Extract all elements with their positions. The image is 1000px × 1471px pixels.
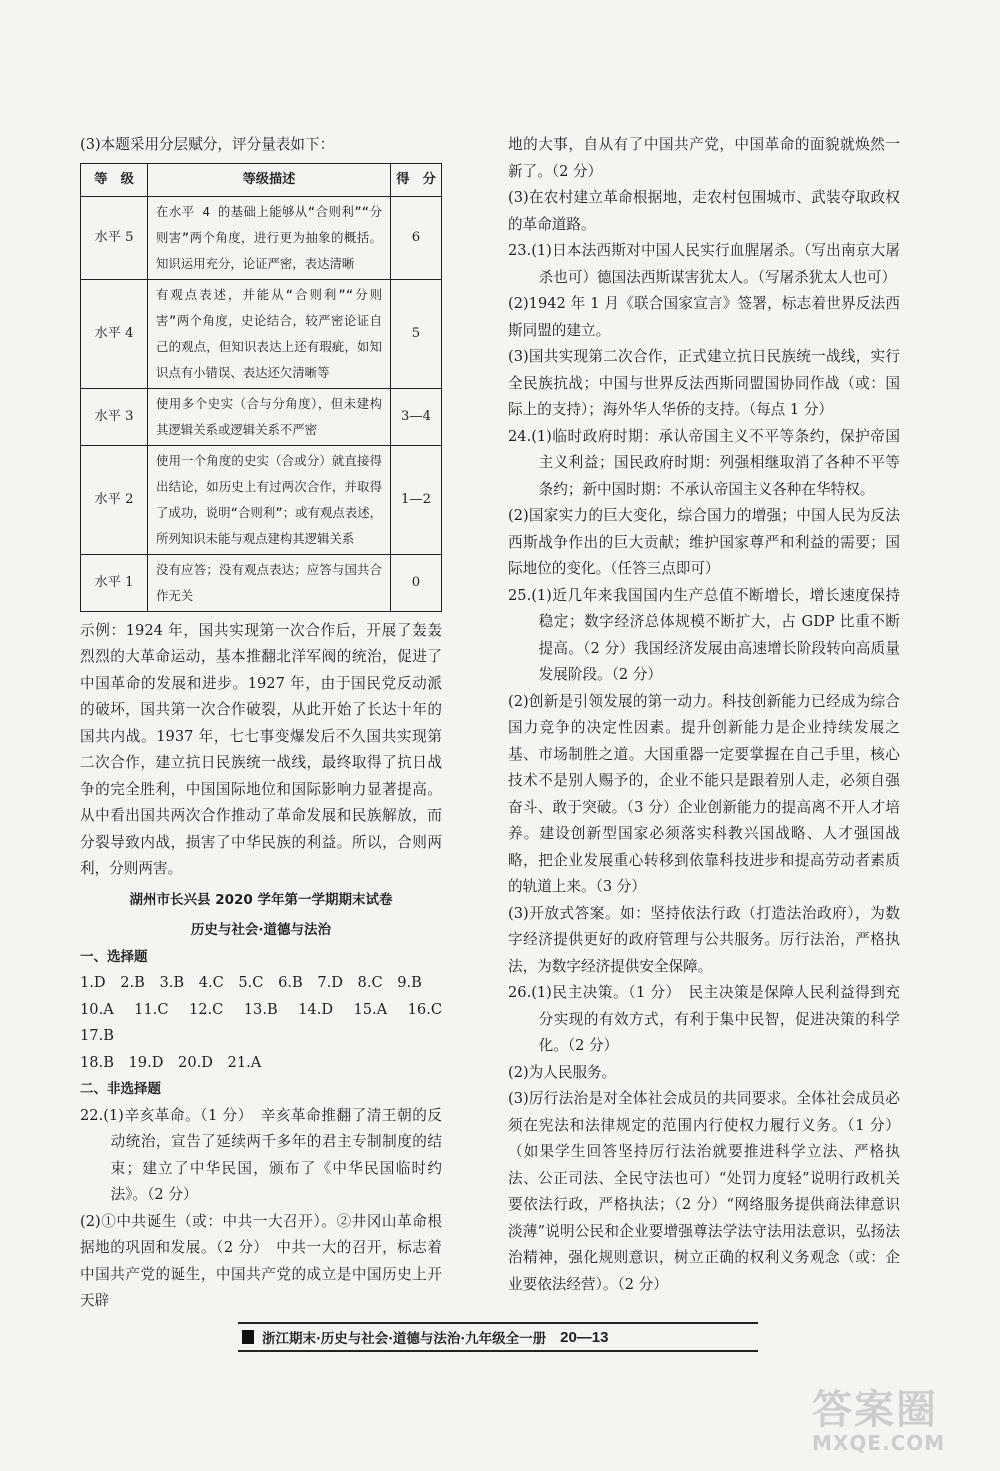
section-nonchoice-heading: 二、非选择题 [80, 1081, 161, 1097]
q26-3-answer: (3)厉行法治是对全体社会成员的共同要求。全体社会成员必须在宪法和法律规定的范围内行使权力履行义务。（1 分）（如果学生回答坚持厉行法治就要推进科学立法、严格执法、公正司法、全民守法也可）“处罚力度轻”说明行政机关要依法行政，严格执法；（2 分）“网络服务提供商法律意识淡薄”说明公民和企业要增强尊法学法守法用法意识，弘扬法治精神，强化规则意识，树立正确的权利义务观念（或：企业要依法经营）。（2 分） [508, 1090, 900, 1293]
score-cell: 6 [391, 196, 442, 279]
mc-answers-row-1: 1.D 2.B 3.B 4.C 5.C 6.B 7.D 8.C 9.B [80, 974, 422, 991]
q26-1-answer: 26.(1)民主决策。（1 分） 民主决策是保障人民利益得到充分实现的有效方式，有利于集中民智，促进决策的科学化。（2 分） [508, 984, 900, 1054]
header-description: 等级描述 [148, 163, 391, 196]
scoring-rubric-table [80, 163, 442, 612]
q22-2-answer: (2)①中共诞生（或：中共一大召开）。②井冈山革命根据地的巩固和发展。（2 分） 中共一大的召开，标志着中国共产党的诞生，中国共产党的成立是中国历史上开天辟 [80, 1212, 442, 1309]
exam-subject: 历史与社会·道德与法治 [190, 922, 332, 938]
level-cell: 水平 4 [81, 279, 148, 388]
q25-1-answer: 25.(1)近几年来我国国内生产总值不断增长，增长速度保持稳定；数字经济总体规模不断扩大，占 GDP 比重不断提高。（2 分）我国经济发展由高速增长阶段转向高质量发展阶段。（2 分） [508, 586, 900, 683]
table-row [81, 388, 442, 445]
mc-answers-row-3: 18.B 19.D 20.D 21.A [80, 1053, 262, 1071]
q25-3-answer: (3)开放式答案。如：坚持依法行政（打造法治政府），为数字经济提供更好的政府管理与公共服务。厉行法治，严格执法，为数字经济提供安全保障。 [508, 904, 900, 975]
watermark-brand: 答案圈 [812, 1387, 938, 1433]
description-cell: 没有应答；没有观点表达；应答与国共合作无关 [148, 554, 391, 611]
level-cell: 水平 3 [81, 388, 148, 445]
footer-title: 浙江期末·历史与社会·道德与法治·九年级全一册 [262, 1331, 547, 1347]
level-cell: 水平 1 [81, 554, 148, 611]
footer-block-icon [242, 1330, 254, 1344]
description-cell: 有观点表述，并能从“合则利”“分则害”两个角度，史论结合，较严密论证自己的观点，但知识表达上还有瑕疵，如知识点有小错误、表达还欠清晰等 [148, 279, 391, 388]
example-answer: 示例：1924 年，国共实现第一次合作后，开展了轰轰烈烈的大革命运动，基本推翻北洋军阀的统治，促进了中国革命的发展和进步。1927 年，由于国民党反动派的破坏，国共第一次合作破裂，从此开始了长达十年的国共内战。1937 年，七七事变爆发后不久国共实现第二次合作，建立抗日民族统一战线，最终取得了抗日战争的完全胜利，中国国际地位和国际影响力显著提高。从中看出国共两次合作推动了革命发展和民族解放，而分裂导致内战，损害了中华民族的利益。所以，合则两利，分则两害。 [80, 621, 442, 877]
page-footer [238, 1322, 758, 1352]
score-cell: 1—2 [391, 445, 442, 554]
exam-title: 湖州市长兴县 2020 学年第一学期期末试卷 [129, 891, 393, 908]
page-number: 20—13 [560, 1328, 609, 1346]
q22-1-answer: 22.(1)辛亥革命。（1 分） 辛亥革命推翻了清王朝的反动统治，宣告了延续两千多年的君主专制制度的结束；建立了中华民国，颁布了《中华民国临时约法》。（2 分） [80, 1106, 442, 1203]
score-cell: 0 [391, 554, 442, 611]
q21-3-intro: (3)本题采用分层赋分，评分量表如下： [80, 136, 335, 153]
level-cell: 水平 2 [81, 445, 148, 554]
table-row [81, 279, 442, 388]
description-cell: 在水平 4 的基础上能够从“合则利”“分则害”两个角度，进行更为抽象的概括。知识运用充分，论证严密，表达清晰 [148, 196, 391, 279]
description-cell: 使用多个史实（合与分角度），但未建构其逻辑关系或逻辑关系不严密 [148, 388, 391, 445]
level-cell: 水平 5 [81, 196, 148, 279]
header-score: 得 分 [391, 163, 442, 196]
header-level: 等 级 [81, 163, 148, 196]
right-column [508, 132, 900, 1298]
section-choice-heading: 一、选择题 [80, 948, 148, 965]
q23-1-answer: 23.(1)日本法西斯对中国人民实行血腥屠杀。（写出南京大屠杀也可）德国法西斯谋害犹太人。（写屠杀犹太人也可） [508, 242, 900, 286]
watermark-logo [812, 1378, 982, 1464]
table-header-row [81, 163, 442, 196]
q23-3-answer: (3)国共实现第二次合作，正式建立抗日民族统一战线，实行全民族抗战；中国与世界反法西斯同盟国协同作战（或：国际上的支持）；海外华人华侨的支持。（每点 1 分） [508, 348, 900, 418]
q24-1-answer: 24.(1)临时政府时期：承认帝国主义不平等条约，保护帝国主义利益；国民政府时期：列强相继取消了各种不平等条约；新中国时期：不承认帝国主义各种在华特权。 [508, 427, 900, 498]
q23-2-answer: (2)1942 年 1 月《联合国家宣言》签署，标志着世界反法西斯同盟的建立。 [508, 295, 900, 339]
table-row [81, 445, 442, 554]
left-column [80, 132, 457, 1315]
q26-2-answer: (2)为人民服务。 [508, 1063, 617, 1081]
score-cell: 3—4 [391, 388, 442, 445]
q25-2-answer: (2)创新是引领发展的第一动力。科技创新能力已经成为综合国力竞争的决定性因素。提升创新能力是企业持续发展之基、市场制胜之道。大国重器一定要掌握在自己手里，核心技术不是别人赐予的，企业不能只是跟着别人走，必须自强奋斗、敢于突破。（3 分）企业创新能力的提高离不开人才培养。建设创新型国家必须落实科教兴国战略、人才强国战略，把企业发展重心转移到依靠科技进步和提高劳动者素质的轨道上来。（3 分） [508, 692, 900, 895]
q22-2-continued: 地的大事，自从有了中国共产党，中国革命的面貌就焕然一新了。（2 分） [508, 136, 900, 180]
watermark-url: MXQE.COM [812, 1431, 946, 1455]
q24-2-answer: (2)国家实力的巨大变化，综合国力的增强；中国人民为反法西斯战争作出的巨大贡献；维护国家尊严和利益的需要；国际地位的变化。（任答三点即可） [508, 507, 900, 577]
description-cell: 使用一个角度的史实（合或分）就直接得出结论，如历史上有过两次合作，并取得了成功，说明“合则利”；或有观点表述，所列知识未能与观点建构其逻辑关系 [148, 445, 391, 554]
mc-answers-row-2: 10.A 11.C 12.C 13.B 14.D 15.A 16.C 17.B [80, 1000, 457, 1044]
q22-3-answer: (3)在农村建立革命根据地，走农村包围城市、武装夺取政权的革命道路。 [508, 189, 900, 233]
table-row [81, 554, 442, 611]
table-row [81, 196, 442, 279]
score-cell: 5 [391, 279, 442, 388]
